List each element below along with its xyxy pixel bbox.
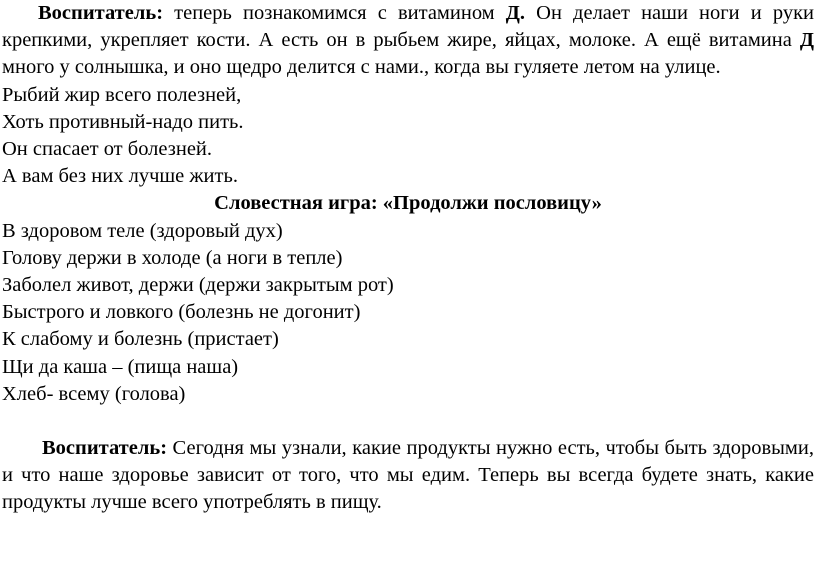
vitamin-d-label-1: Д. [505, 2, 526, 24]
conclusion-paragraph [2, 435, 814, 517]
proverb-line: Заболел живот, держи (держи закрытым рот) [2, 274, 394, 297]
poem-line: Рыбий жир всего полезней, [2, 83, 242, 106]
intro-speaker: Воспитатель: [38, 2, 164, 24]
poem-line: Хоть противный-надо пить. [2, 110, 244, 133]
proverb-line: В здоровом теле (здоровый дух) [2, 219, 283, 242]
poem-line: А вам без них лучше жить. [2, 165, 238, 188]
intro-paragraph [2, 0, 814, 82]
proverb-line: Голову держи в холоде (а ноги в тепле) [2, 246, 343, 269]
game-title: Словестная игра: «Продолжи пословицу» [214, 192, 602, 215]
paragraph-spacer [2, 408, 814, 435]
intro-text-2: Он делает наши ноги и руки крепкими, укрепляет кости. А есть он в рыбьем жире, яйцах, молоке. А ещё витамина [2, 2, 815, 52]
intro-text-1: теперь познакомимся с витамином [163, 2, 506, 24]
proverb-line: К слабому и болезнь (пристает) [2, 328, 279, 351]
intro-text-3: много у солнышка, и оно щедро делится с нами., когда вы гуляете летом на улице. [2, 56, 721, 79]
conclusion-text: Сегодня мы узнали, какие продукты нужно есть, чтобы быть здоровыми, и что наше здоровье зависит от того, что мы едим. Теперь вы всегда будете знать, какие продукты лучше всего употреблять в пищу. [2, 437, 814, 514]
conclusion-speaker: Воспитатель: [42, 437, 168, 460]
proverb-line: Хлеб- всему (голова) [2, 382, 186, 405]
vitamin-d-label-2: Д [799, 29, 814, 52]
poem-line: Он спасает от болезней. [2, 138, 213, 161]
proverb-line: Щи да каша – (пища наша) [2, 355, 239, 378]
proverb-line: Быстрого и ловкого (болезнь не догонит) [2, 301, 361, 324]
